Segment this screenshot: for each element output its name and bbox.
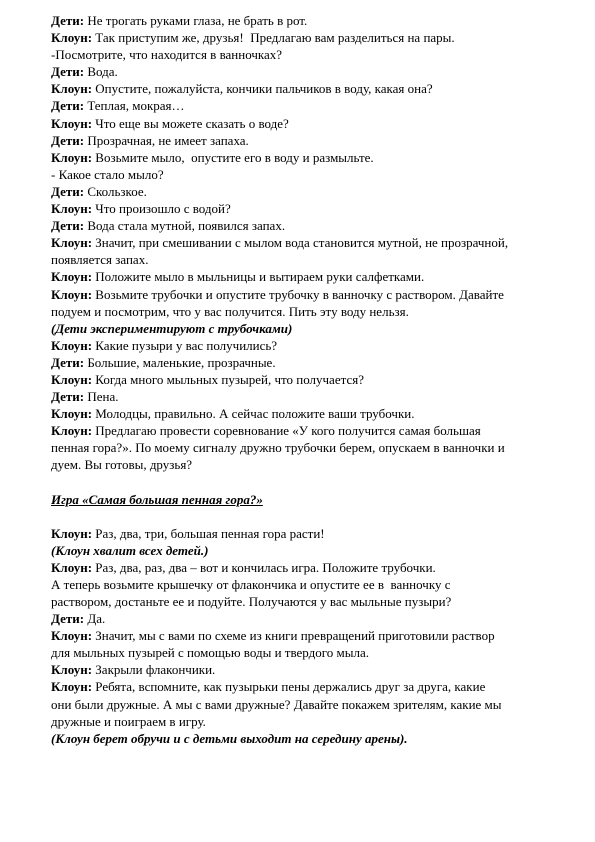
speaker-label: Дети: [51,98,85,114]
dialogue-line [51,63,551,80]
blank-line [51,508,551,525]
speaker-label: Дети: [51,389,85,405]
document-body [51,12,551,747]
speaker-label: Дети: [51,354,85,370]
stage-direction: (Клоун берет обручи и с детьми выходит на середину арены). [51,730,408,746]
dialogue-line [51,559,551,576]
dialogue-line [51,149,551,166]
dialogue-line [51,337,551,354]
speaker-label: Клоун: [51,235,93,251]
speaker-label: Дети: [51,611,85,627]
dialogue-text: Раз, два, три, большая пенная гора расти! [92,525,325,541]
dialogue-line [51,115,551,132]
dialogue-text: Предлагаю провести соревнование «У кого получится самая большая [92,423,481,439]
dialogue-line [51,371,551,388]
dialogue-line [51,97,551,114]
dialogue-line [51,388,551,405]
dialogue-line [51,713,551,730]
dialogue-text: появляется запах. [51,252,149,268]
speaker-label: Клоун: [51,149,93,165]
speaker-label: Дети: [51,13,85,28]
dialogue-text: Когда много мыльных пузырей, что получается? [92,371,364,387]
dialogue-text: Да. [84,611,106,627]
dialogue-line [51,12,551,29]
dialogue-text: подуем и посмотрим, что у вас получится. Пить эту воду нельзя. [51,303,409,319]
speaker-label: Клоун: [51,115,93,131]
dialogue-text: Раз, два, раз, два – вот и кончилась игра. Положите трубочки. [92,559,436,575]
dialogue-line [51,200,551,217]
dialogue-text: Прозрачная, не имеет запаха. [84,132,249,148]
speaker-label: Клоун: [51,371,93,387]
dialogue-text: Скользкое. [84,183,147,199]
dialogue-line [51,661,551,678]
speaker-label: Клоун: [51,559,93,575]
speaker-label: Дети: [51,132,85,148]
dialogue-text: -Посмотрите, что находится в ванночках? [51,47,283,63]
speaker-label: Клоун: [51,406,93,422]
dialogue-line [51,644,551,661]
dialogue-text: Значит, мы с вами по схеме из книги превращений приготовили раствор [92,628,495,644]
dialogue-text: Не трогать руками глаза, не брать в рот. [84,13,308,28]
dialogue-line [51,627,551,644]
dialogue-text: Какие пузыри у вас получились? [92,337,278,353]
speaker-label: Клоун: [51,269,93,285]
dialogue-text: Возьмите мыло, опустите его в воду и размыльте. [92,149,374,165]
dialogue-line [51,303,551,320]
dialogue-text: для мыльных пузырей с помощью воды и твердого мыла. [51,645,369,661]
speaker-label: Клоун: [51,337,93,353]
dialogue-text: Большие, маленькие, прозрачные. [84,354,276,370]
dialogue-text: - Какое стало мыло? [51,166,164,182]
dialogue-line [51,456,551,473]
dialogue-line [51,217,551,234]
dialogue-text: Закрыли флакончики. [92,662,216,678]
speaker-label: Дети: [51,64,85,80]
dialogue-line [51,183,551,200]
speaker-label: Дети: [51,183,85,199]
dialogue-text: Так приступим же, друзья! Предлагаю вам разделиться на пары. [92,30,455,46]
dialogue-text: Опустите, пожалуйста, кончики пальчиков в воду, какая она? [92,81,433,97]
dialogue-text: дружные и поиграем в игру. [51,713,206,729]
dialogue-line [51,593,551,610]
dialogue-line [51,46,551,63]
dialogue-text: пенная гора?». По моему сигналу дружно трубочки берем, опускаем в ванночки и [51,440,505,456]
dialogue-text: Ребята, вспомните, как пузырьки пены держались друг за друга, какие [92,679,486,695]
dialogue-line [51,286,551,303]
dialogue-line [51,268,551,285]
dialogue-text: раствором, достаньте ее и подуйте. Получаются у вас мыльные пузыри? [51,594,452,609]
dialogue-line [51,80,551,97]
speaker-label: Клоун: [51,81,93,97]
dialogue-line [51,439,551,456]
dialogue-text: Что произошло с водой? [92,201,231,217]
dialogue-text: Значит, при смешивании с мылом вода становится мутной, не прозрачной, [92,235,509,251]
game-heading: Игра «Самая большая пенная гора?» [51,491,263,507]
dialogue-line [51,354,551,371]
stage-direction: (Клоун хвалит всех детей.) [51,542,209,558]
blank-line [51,474,551,491]
dialogue-text: Теплая, мокрая… [84,98,185,114]
dialogue-text: дуем. Вы готовы, друзья? [51,457,193,473]
speaker-label: Клоун: [51,30,93,46]
speaker-label: Клоун: [51,525,93,541]
dialogue-line [51,576,551,593]
dialogue-line [51,29,551,46]
dialogue-line [51,234,551,251]
dialogue-text: они были дружные. А мы с вами дружные? Давайте покажем зрителям, какие мы [51,696,502,712]
dialogue-line [51,251,551,268]
dialogue-line [51,678,551,695]
speaker-label: Клоун: [51,423,93,439]
dialogue-line [51,405,551,422]
dialogue-line [51,610,551,627]
stage-direction: (Дети экспериментируют с трубочками) [51,320,293,336]
dialogue-text: Пена. [84,389,119,405]
speaker-label: Клоун: [51,662,93,678]
dialogue-line [51,132,551,149]
dialogue-text: Положите мыло в мыльницы и вытираем руки салфетками. [92,269,425,285]
dialogue-text: Возьмите трубочки и опустите трубочку в ванночку с раствором. Давайте [92,286,504,302]
speaker-label: Клоун: [51,286,93,302]
speaker-label: Клоун: [51,679,93,695]
dialogue-text: Что еще вы можете сказать о воде? [92,115,289,131]
dialogue-text: Вода стала мутной, появился запах. [84,218,286,234]
speaker-label: Клоун: [51,201,93,217]
speaker-label: Клоун: [51,628,93,644]
dialogue-line [51,696,551,713]
speaker-label: Дети: [51,218,85,234]
dialogue-text: Молодцы, правильно. А сейчас положите ваши трубочки. [92,406,415,422]
dialogue-line [51,422,551,439]
dialogue-text: А теперь возьмите крышечку от флакончика и опустите ее в ванночку с [51,576,451,592]
dialogue-line [51,166,551,183]
dialogue-text: Вода. [84,64,118,80]
dialogue-line [51,525,551,542]
